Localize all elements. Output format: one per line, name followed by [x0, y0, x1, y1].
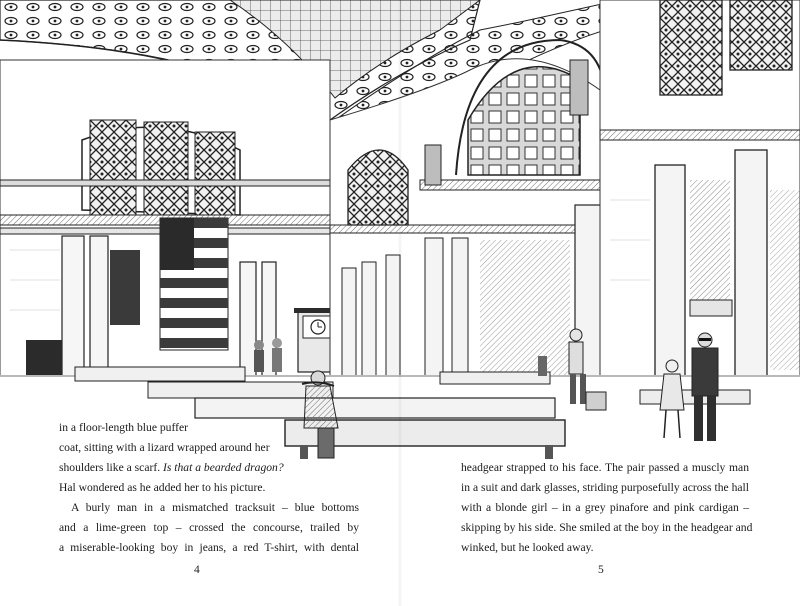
page-number-left: 4: [194, 564, 200, 576]
text-line: in a floor-length blue puffer: [59, 421, 188, 434]
text-line: a miserable-looking boy in jeans, a red T-shirt, with dental: [59, 541, 359, 554]
us-flag: [160, 218, 228, 350]
right-page-text: [461, 458, 753, 558]
text-line: and a lime-green top – crossed the concourse, trailed by: [59, 521, 359, 534]
text-line: in a suit and dark glasses, striding purposefully across the hall: [461, 481, 749, 494]
text-line: Hal wondered as he added her to his picture.: [59, 481, 266, 494]
text-line: [59, 458, 359, 478]
text-line: winked, but he looked away.: [461, 541, 594, 554]
page-number-right: 5: [598, 564, 604, 576]
book-gutter: [398, 0, 402, 606]
italic-thought: Is that a bearded dragon?: [163, 461, 284, 474]
text-line: A burly man in a mismatched tracksuit – blue bottoms: [71, 501, 359, 514]
text-line: skipping by his side. She smiled at the boy in the headgear and: [461, 521, 753, 534]
text-line: headgear strapped to his face. The pair passed a muscly man: [461, 461, 749, 474]
text-line: with a blonde girl – in a grey pinafore and pink cardigan –: [461, 501, 749, 514]
left-page-text: [59, 418, 359, 558]
text-fragment: shoulders like a scarf.: [59, 461, 161, 474]
text-line: coat, sitting with a lizard wrapped around her: [59, 441, 270, 454]
